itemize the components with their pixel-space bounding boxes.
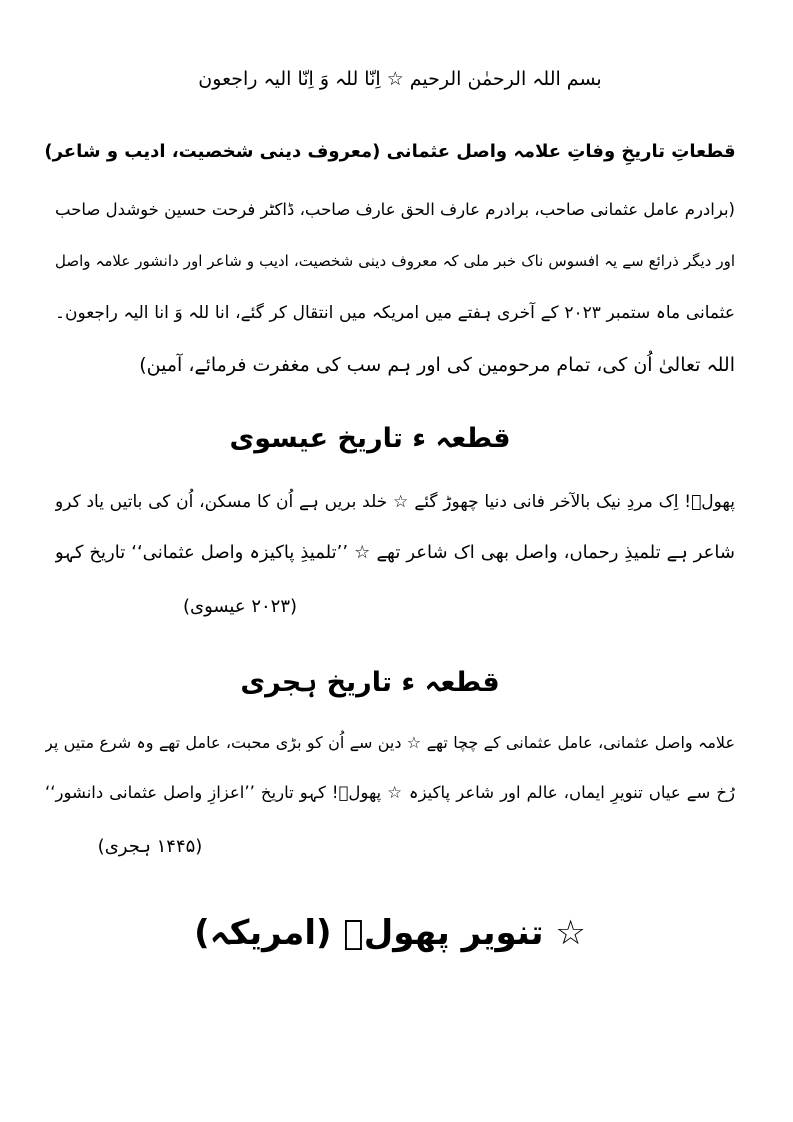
verse-line: پھولؔ! اِک مردِ نیک بالآخر فانی دنیا چھوڑ گئے ☆ خلد بریں ہے اُن کا مسکن، اُن کی باتیں یاد کرو	[55, 492, 735, 512]
year-hijri: (۱۴۴۵ ہجری)	[97, 836, 203, 857]
document-title: قطعاتِ تاریخِ وفاتِ علامہ واصل عثمانی (معروف دینی شخصیت، ادیب و شاعر)	[44, 141, 736, 162]
author-signature: ☆ تنویر پھولؔ (امریکہ)	[194, 913, 586, 953]
intro-line: اور دیگر ذرائع سے یہ افسوس ناک خبر ملی کہ معروف دینی شخصیت، ادیب و شاعر اور دانشور علامہ واصل	[55, 252, 735, 270]
section-heading-hijri: قطعہ ء تاریخ ہجری	[240, 667, 500, 698]
intro-line: عثمانی ماہ ستمبر ۲۰۲۳ کے آخری ہفتے میں امریکہ میں انتقال کر گئے، انا للہ وَ انا الیہ راجعون۔	[55, 303, 735, 323]
section-heading-isawi: قطعہ ء تاریخ عیسوی	[229, 423, 511, 454]
verse-line: علامہ واصل عثمانی، عامل عثمانی کے چچا تھے ☆ دین سے اُن کو بڑی محبت، عامل تھے وہ شرع متیں پر	[45, 733, 735, 752]
intro-line: (برادرم عامل عثمانی صاحب، برادرم عارف الحق عارف صاحب، ڈاکٹر فرحت حسین خوشدل صاحب	[55, 200, 735, 219]
basmala-line: بسم اللہ الرحمٰن الرحیم ☆ اِنّا للہ وَ اِنّا الیہ راجعون	[198, 68, 602, 90]
intro-line: اللہ تعالیٰ اُن کی، تمام مرحومین کی اور ہم سب کی مغفرت فرمائے، آمین)	[139, 354, 735, 376]
verse-line: شاعر ہے تلمیذِ رحماں، واصل بھی اک شاعر تھے ☆ ’’تلمیذِ پاکیزہ واصل عثمانی‘‘ تاریخ کہو	[55, 542, 735, 563]
year-isawi: (۲۰۲۳ عیسوی)	[182, 596, 298, 617]
verse-line: رُخ سے عیاں تنویرِ ایماں، عالم اور شاعر پاکیزہ ☆ پھولؔ! کہو تاریخ ’’اعزازِ واصل عثمانی دانشور‘‘	[45, 783, 735, 802]
